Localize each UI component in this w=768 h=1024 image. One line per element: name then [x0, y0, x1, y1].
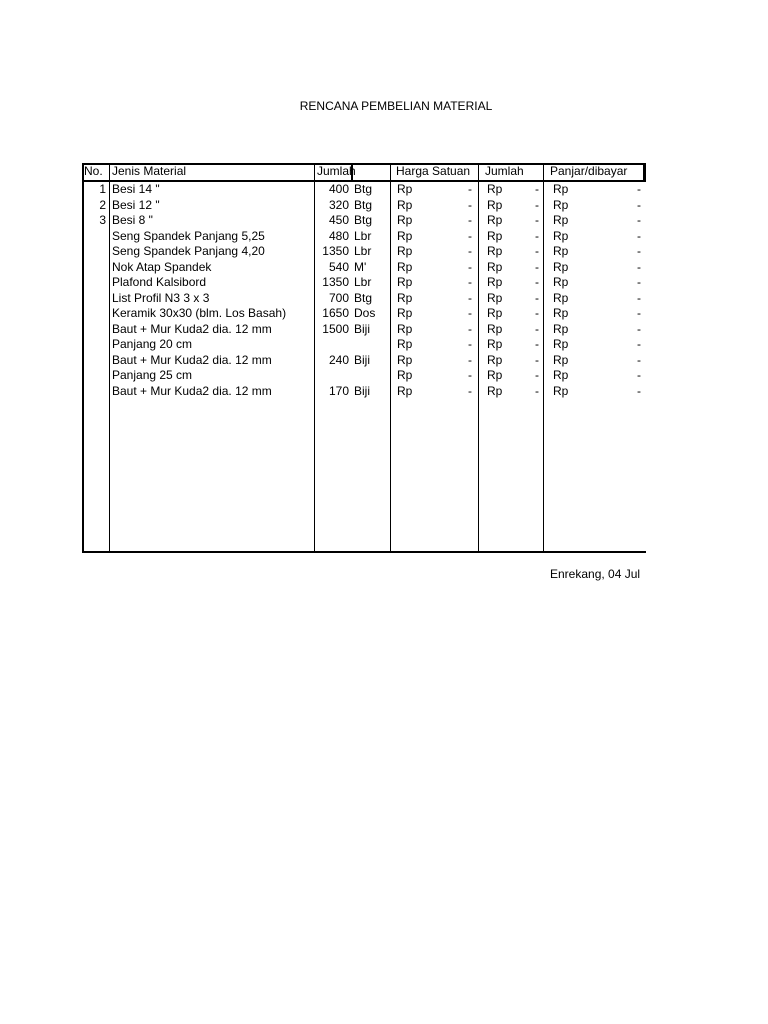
cell-panjar-rp: Rp	[553, 383, 569, 398]
cell-jumlah-rp: Rp	[487, 352, 503, 367]
cell-jumlah-val: -	[535, 352, 539, 367]
cell-jenis: Panjang 20 cm	[112, 337, 193, 351]
cell-jumlah-val: -	[535, 368, 539, 382]
cell-harga-rp: Rp	[397, 259, 413, 274]
table-row	[82, 291, 646, 307]
cell-qty: 1350	[322, 275, 349, 289]
cell-panjar-rp: Rp	[553, 213, 569, 227]
cell-qty: 1650	[322, 306, 349, 320]
cell-panjar-val: -	[637, 182, 641, 196]
header-harga-satuan: Harga Satuan	[396, 164, 471, 178]
cell-unit: Btg	[354, 290, 373, 305]
cell-harga-rp: Rp	[397, 383, 413, 398]
cell-unit: Biji	[354, 383, 371, 398]
cell-jenis: Plafond Kalsibord	[112, 275, 207, 289]
cell-harga-val: -	[468, 321, 472, 336]
cell-panjar-val: -	[637, 197, 641, 212]
cell-no: 1	[99, 182, 106, 196]
cell-jumlah-rp: Rp	[487, 213, 503, 227]
cell-unit: Lbr	[354, 244, 372, 258]
cell-qty: 450	[328, 213, 349, 227]
place-date: Enrekang, 04 Jul	[550, 567, 641, 581]
cell-no: 2	[99, 197, 106, 212]
cell-panjar-val: -	[637, 290, 641, 305]
table-row	[82, 337, 646, 353]
page-title: RENCANA PEMBELIAN MATERIAL	[299, 99, 493, 113]
cell-jumlah-val: -	[535, 244, 539, 258]
cell-unit: Lbr	[354, 228, 372, 243]
cell-jumlah-rp: Rp	[487, 321, 503, 336]
cell-unit: Dos	[354, 306, 376, 320]
cell-harga-val: -	[468, 290, 472, 305]
cell-panjar-rp: Rp	[553, 275, 569, 289]
cell-qty: 700	[328, 290, 349, 305]
cell-jumlah-val: -	[535, 275, 539, 289]
cell-panjar-val: -	[637, 337, 641, 351]
cell-jumlah-rp: Rp	[487, 182, 503, 196]
cell-unit: Btg	[354, 197, 373, 212]
cell-jumlah-val: -	[535, 383, 539, 398]
cell-harga-rp: Rp	[397, 352, 413, 367]
table-row	[82, 353, 646, 369]
cell-harga-rp: Rp	[397, 337, 413, 351]
cell-harga-rp: Rp	[397, 290, 413, 305]
cell-jumlah-rp: Rp	[487, 306, 503, 320]
cell-panjar-rp: Rp	[553, 306, 569, 320]
cell-harga-rp: Rp	[397, 321, 413, 336]
cell-harga-val: -	[468, 228, 472, 243]
cell-panjar-rp: Rp	[553, 197, 569, 212]
cell-qty: 1500	[322, 321, 349, 336]
material-table	[82, 163, 646, 553]
cell-harga-rp: Rp	[397, 244, 413, 258]
header-jumlah-total: Jumlah	[485, 164, 524, 178]
cell-panjar-val: -	[637, 368, 641, 382]
table-row	[82, 306, 646, 322]
cell-harga-rp: Rp	[397, 228, 413, 243]
cell-jenis: Nok Atap Spandek	[112, 259, 212, 274]
cell-jumlah-rp: Rp	[487, 290, 503, 305]
cell-qty: 170	[328, 383, 349, 398]
cell-panjar-val: -	[637, 383, 641, 398]
cell-panjar-rp: Rp	[553, 321, 569, 336]
table-row	[82, 244, 646, 260]
cell-harga-val: -	[468, 213, 472, 227]
cell-panjar-rp: Rp	[553, 259, 569, 274]
cell-qty: 1350	[322, 244, 349, 258]
header-panjar-dibayar: Panjar/dibayar	[550, 164, 628, 178]
cell-unit: Biji	[354, 321, 371, 336]
cell-panjar-val: -	[637, 306, 641, 320]
cell-jenis: Panjang 25 cm	[112, 368, 193, 382]
table-row	[82, 182, 646, 198]
table-row	[82, 384, 646, 400]
cell-panjar-rp: Rp	[553, 244, 569, 258]
cell-panjar-val: -	[637, 228, 641, 243]
cell-panjar-val: -	[637, 244, 641, 258]
cell-jenis: Keramik 30x30 (blm. Los Basah)	[112, 306, 287, 320]
table-row	[82, 368, 646, 384]
table-bottom-border	[82, 551, 646, 553]
cell-harga-val: -	[468, 337, 472, 351]
cell-jumlah-val: -	[535, 337, 539, 351]
cell-jenis: Seng Spandek Panjang 5,25	[112, 228, 265, 243]
cell-unit: Lbr	[354, 275, 372, 289]
cell-jenis: List Profil N3 3 x 3	[112, 290, 210, 305]
cell-jumlah-rp: Rp	[487, 383, 503, 398]
cell-panjar-rp: Rp	[553, 337, 569, 351]
cell-panjar-val: -	[637, 275, 641, 289]
header-jenis-material: Jenis Material	[112, 164, 187, 178]
cell-jumlah-val: -	[535, 197, 539, 212]
table-row	[82, 198, 646, 214]
cell-harga-rp: Rp	[397, 368, 413, 382]
table-row	[82, 229, 646, 245]
cell-qty: 240	[328, 352, 349, 367]
cell-harga-rp: Rp	[397, 306, 413, 320]
cell-harga-val: -	[468, 306, 472, 320]
cell-harga-val: -	[468, 182, 472, 196]
cell-panjar-rp: Rp	[553, 228, 569, 243]
cell-panjar-rp: Rp	[553, 368, 569, 382]
cell-jenis: Baut + Mur Kuda2 dia. 12 mm	[112, 321, 272, 336]
cell-jumlah-val: -	[535, 213, 539, 227]
cell-harga-val: -	[468, 383, 472, 398]
cell-harga-val: -	[468, 275, 472, 289]
cell-panjar-rp: Rp	[553, 352, 569, 367]
cell-qty: 480	[328, 228, 349, 243]
cell-jumlah-rp: Rp	[487, 228, 503, 243]
cell-panjar-rp: Rp	[553, 182, 569, 196]
cell-jenis: Besi 8 "	[112, 213, 153, 227]
cell-jumlah-rp: Rp	[487, 368, 503, 382]
table-row	[82, 260, 646, 276]
cell-jenis: Seng Spandek Panjang 4,20	[112, 244, 265, 258]
cell-jumlah-rp: Rp	[487, 259, 503, 274]
cell-no: 3	[99, 213, 106, 227]
cell-panjar-val: -	[637, 352, 641, 367]
cell-unit: Btg	[354, 213, 373, 227]
cell-jumlah-val: -	[535, 182, 539, 196]
cell-jumlah-val: -	[535, 259, 539, 274]
cell-qty: 540	[328, 259, 349, 274]
header-jumlah: Jumlah	[317, 164, 356, 178]
cell-jumlah-rp: Rp	[487, 337, 503, 351]
cell-jumlah-rp: Rp	[487, 244, 503, 258]
cell-unit: Biji	[354, 352, 371, 367]
cell-harga-val: -	[468, 197, 472, 212]
cell-jumlah-val: -	[535, 290, 539, 305]
cell-jenis: Besi 14 "	[112, 182, 160, 196]
cell-panjar-val: -	[637, 321, 641, 336]
cell-panjar-val: -	[637, 259, 641, 274]
cell-jumlah-val: -	[535, 321, 539, 336]
cell-harga-val: -	[468, 368, 472, 382]
cell-unit: M'	[354, 259, 367, 274]
cell-qty: 320	[328, 197, 349, 212]
cell-harga-val: -	[468, 244, 472, 258]
cell-panjar-rp: Rp	[553, 290, 569, 305]
cell-jumlah-val: -	[535, 228, 539, 243]
cell-harga-rp: Rp	[397, 182, 413, 196]
cell-jumlah-rp: Rp	[487, 275, 503, 289]
cell-jenis: Besi 12 "	[112, 197, 160, 212]
cell-jumlah-val: -	[535, 306, 539, 320]
cell-harga-rp: Rp	[397, 213, 413, 227]
header-right-edge	[643, 163, 646, 181]
cell-harga-rp: Rp	[397, 275, 413, 289]
cell-jenis: Baut + Mur Kuda2 dia. 12 mm	[112, 352, 272, 367]
cell-jumlah-rp: Rp	[487, 197, 503, 212]
table-row	[82, 213, 646, 229]
table-row	[82, 322, 646, 338]
cell-unit: Btg	[354, 182, 373, 196]
cell-harga-rp: Rp	[397, 197, 413, 212]
cell-jenis: Baut + Mur Kuda2 dia. 12 mm	[112, 383, 272, 398]
cell-qty: 400	[328, 182, 349, 196]
cell-harga-val: -	[468, 259, 472, 274]
table-row	[82, 275, 646, 291]
header-no: No.	[84, 164, 103, 178]
cell-harga-val: -	[468, 352, 472, 367]
cell-panjar-val: -	[637, 213, 641, 227]
